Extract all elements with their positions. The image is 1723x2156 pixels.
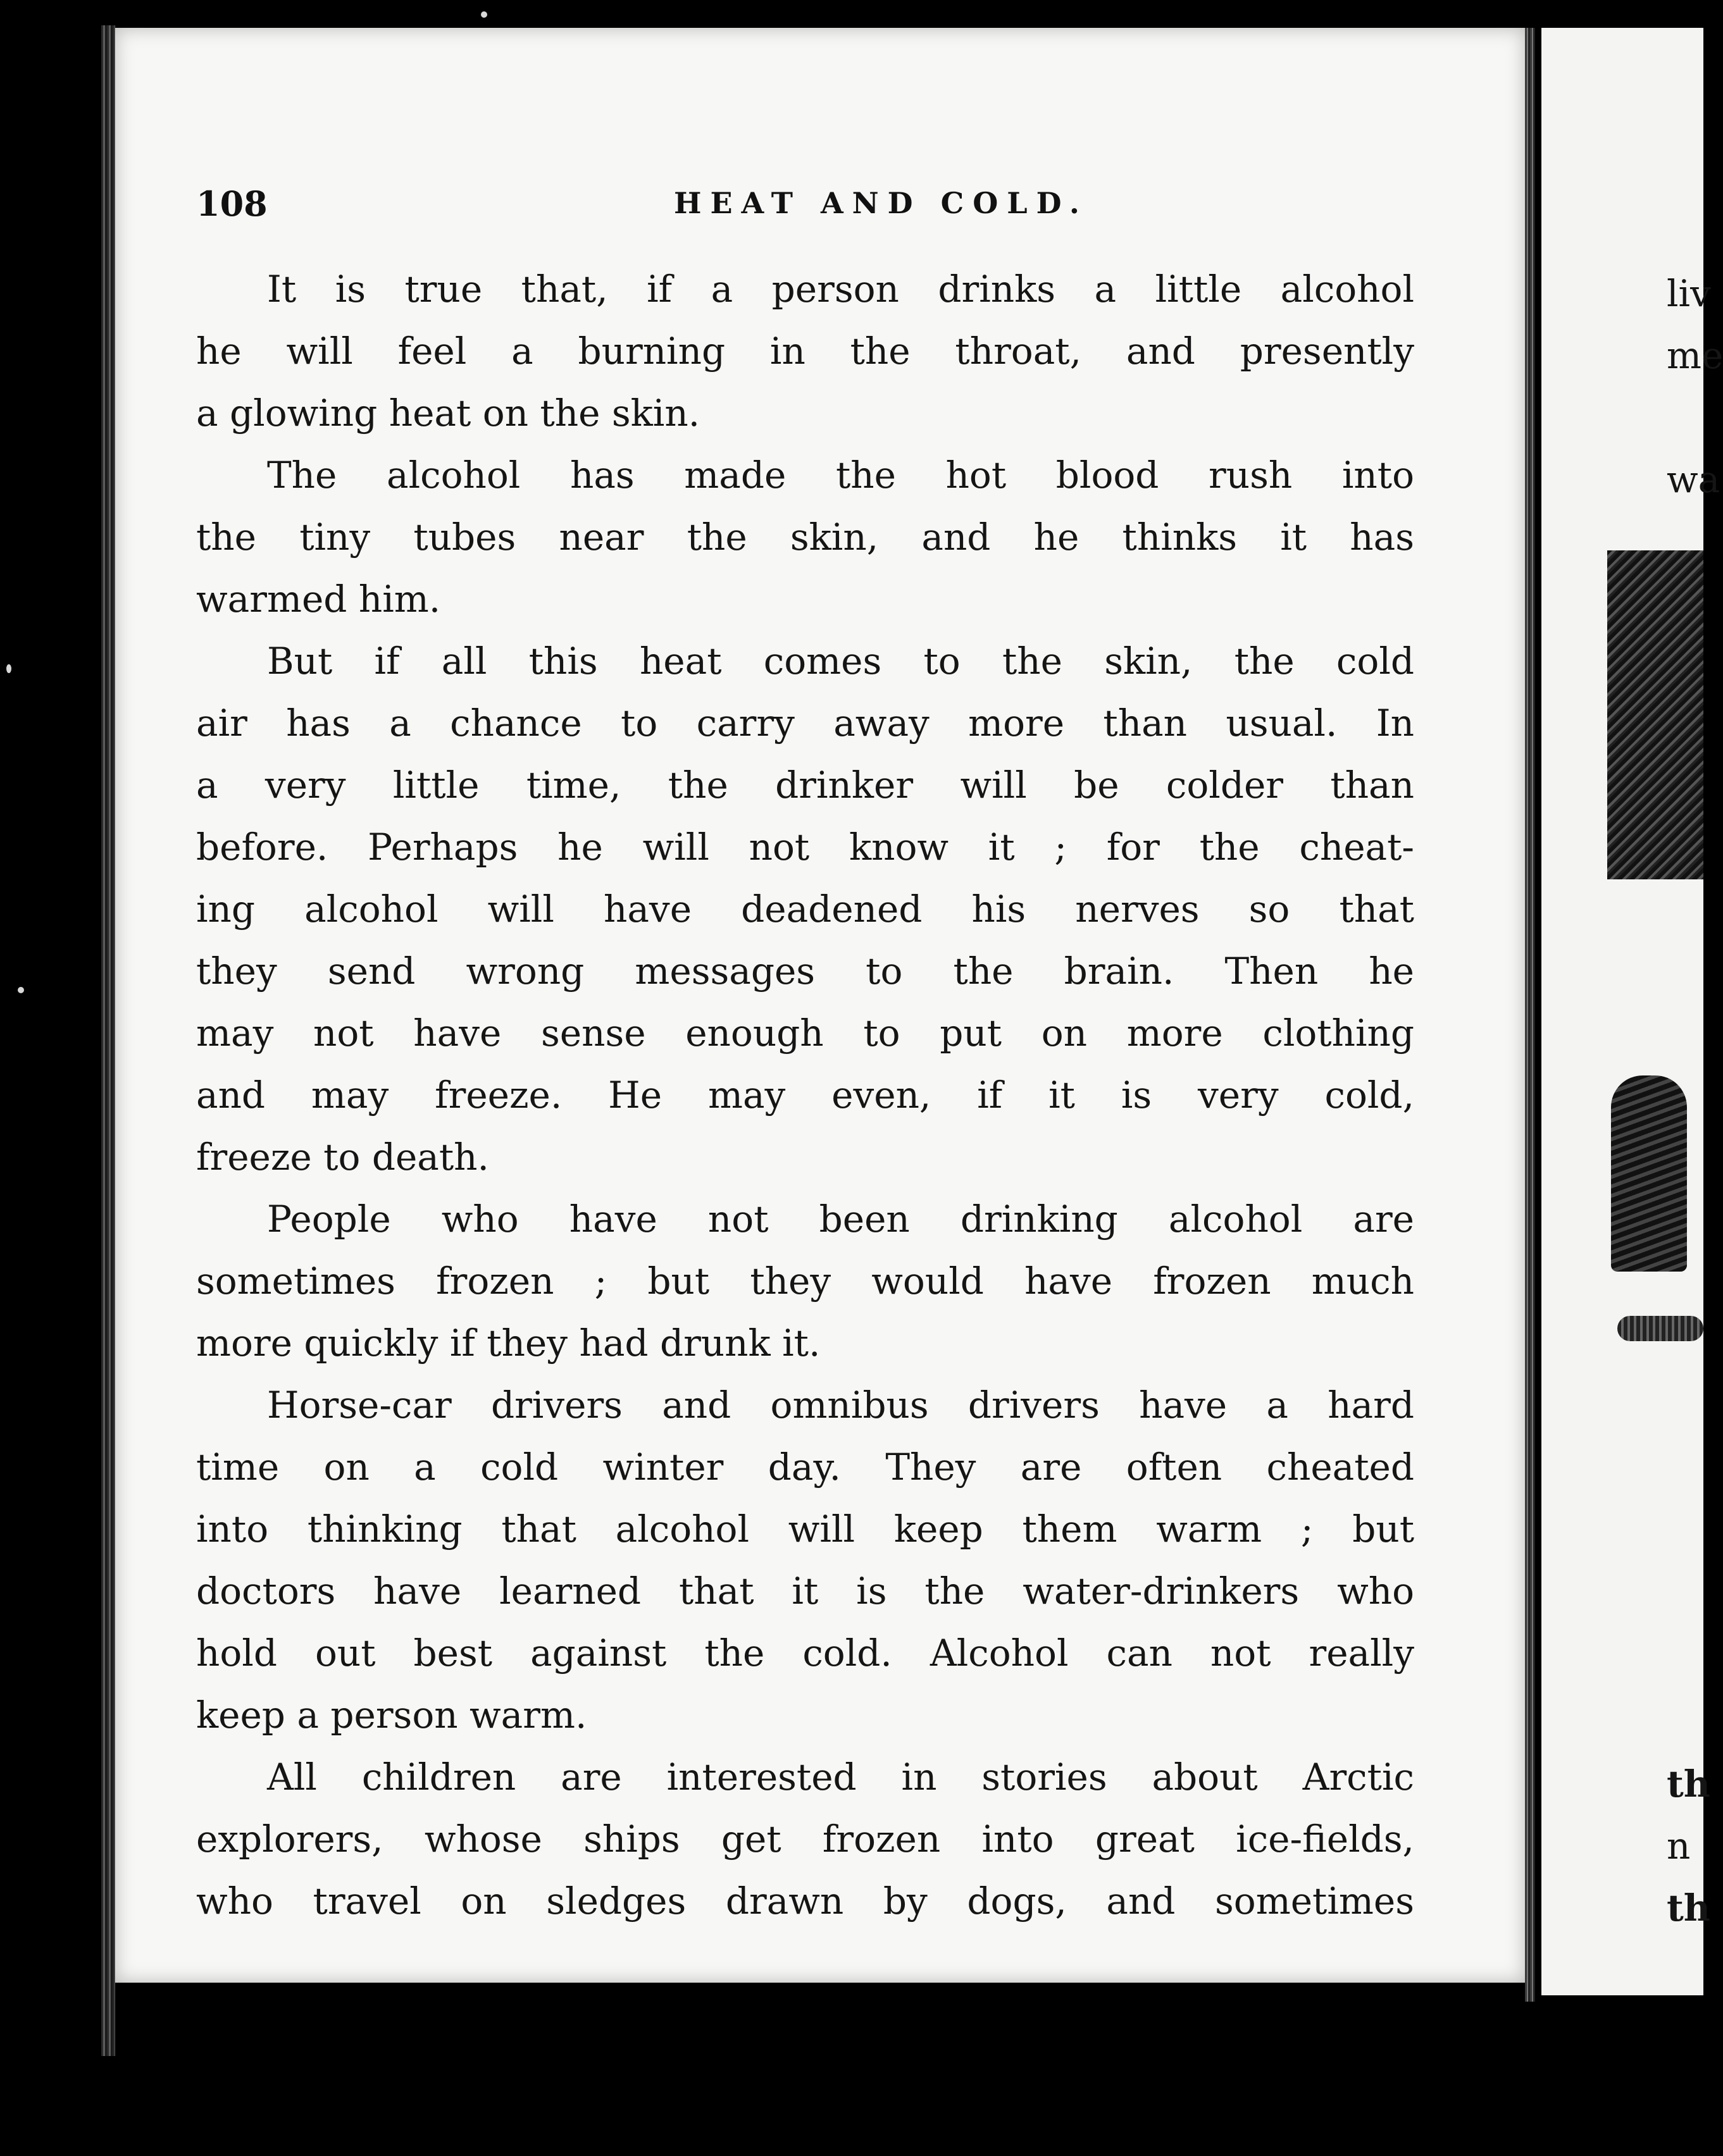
- text-line: a very little time, the drinker will be colder than: [196, 764, 1414, 807]
- text-line: The alcohol has made the hot blood rush into: [267, 454, 1414, 497]
- text-line: and may freeze. He may even, if it is very cold,: [196, 1074, 1414, 1117]
- text-line: All children are interested in stories about Arctic: [267, 1756, 1414, 1799]
- running-title: HEAT AND COLD.: [674, 186, 1088, 220]
- text-line: air has a chance to carry away more than usual. In: [196, 702, 1414, 745]
- text-line: explorers, whose ships get frozen into great ice-fields,: [196, 1818, 1414, 1861]
- text-line: the tiny tubes near the skin, and he thinks it has: [196, 516, 1414, 559]
- facing-page-fragment: [1541, 28, 1703, 1995]
- facing-page-text: th: [1667, 1886, 1710, 1930]
- facing-page-text: th: [1667, 1763, 1710, 1806]
- facing-page-illustration: [1607, 550, 1703, 879]
- page-body-text: [196, 258, 1414, 1932]
- text-line: Horse-car drivers and omnibus drivers have a hard: [267, 1384, 1414, 1427]
- text-line: warmed him.: [196, 578, 441, 621]
- text-line: People who have not been drinking alcohol are: [267, 1198, 1414, 1241]
- text-line: hold out best against the cold. Alcohol can not really: [196, 1632, 1414, 1675]
- text-line: freeze to death.: [196, 1136, 489, 1179]
- facing-page-ground-illustration: [1617, 1316, 1703, 1341]
- page-number: 108: [196, 183, 268, 224]
- facing-page-text: me: [1667, 334, 1723, 377]
- running-head: [196, 183, 1398, 228]
- text-line: keep a person warm.: [196, 1694, 587, 1737]
- facing-page-text: n: [1667, 1825, 1691, 1868]
- text-line: more quickly if they had drunk it.: [196, 1322, 821, 1365]
- text-line: they send wrong messages to the brain. Then he: [196, 950, 1414, 993]
- page-binding-edge: [101, 25, 115, 2056]
- scan-speck: [6, 664, 11, 673]
- page-gutter: [1525, 28, 1535, 2002]
- text-line: may not have sense enough to put on more clothing: [196, 1012, 1414, 1055]
- facing-page-text: liv: [1667, 272, 1711, 315]
- text-line: into thinking that alcohol will keep them warm ; but: [196, 1508, 1414, 1551]
- text-line: a glowing heat on the skin.: [196, 392, 700, 435]
- text-line: he will feel a burning in the throat, and presently: [196, 330, 1414, 373]
- text-line: sometimes frozen ; but they would have frozen much: [196, 1260, 1414, 1303]
- text-line: But if all this heat comes to the skin, the cold: [267, 640, 1414, 683]
- scan-speck: [18, 987, 24, 993]
- text-line: who travel on sledges drawn by dogs, and sometimes: [196, 1880, 1414, 1923]
- text-line: before. Perhaps he will not know it ; for the cheat-: [196, 826, 1414, 869]
- scan-speck: [481, 11, 487, 18]
- text-line: time on a cold winter day. They are often cheated: [196, 1446, 1414, 1489]
- text-line: doctors have learned that it is the water-drinkers who: [196, 1570, 1414, 1613]
- facing-page-figures-illustration: [1611, 1075, 1687, 1272]
- facing-page-text: wa: [1667, 458, 1720, 501]
- text-line: ing alcohol will have deadened his nerves so that: [196, 888, 1414, 931]
- text-line: It is true that, if a person drinks a little alcohol: [267, 268, 1414, 311]
